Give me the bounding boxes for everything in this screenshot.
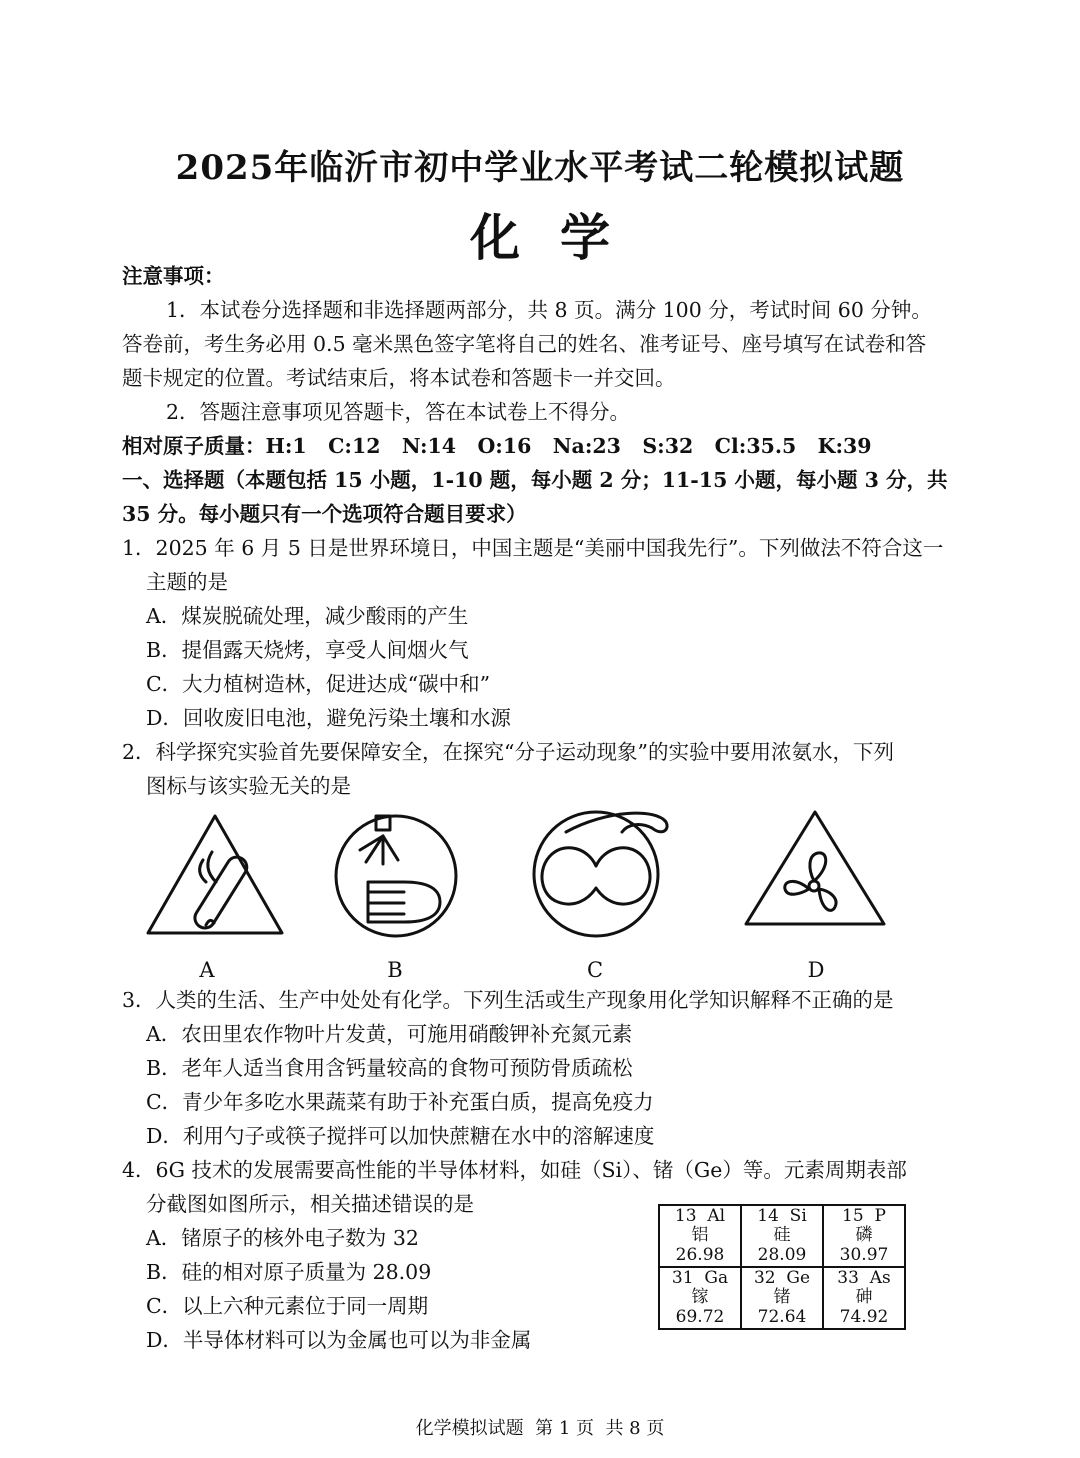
element-cell-as: 33 As 砷 74.92 [823,1267,905,1329]
element-cell-al: 13 Al 铝 26.98 [659,1205,741,1267]
periodic-table-excerpt [658,1204,906,1330]
page-footer: 化学模拟试题 第 1 页 共 8 页 [415,1418,665,1439]
figure-label-a: A [199,958,215,982]
element-cell-ge: 32 Ge 锗 72.64 [741,1267,823,1329]
icon-d-ventilation-icon [746,812,884,924]
section-1-heading-line-2: 35 分。每小题只有一个选项符合题目要求） [122,502,527,526]
q4-stem-line-2: 分截图如图所示，相关描述错误的是 [146,1192,474,1216]
exam-title: 2025年临沂市初中学业水平考试二轮模拟试题 [175,148,905,188]
q3-stem: 3．人类的生活、生产中处处有化学。下列生活或生产现象用化学知识解释不正确的是 [122,988,894,1012]
q1-option-b: B．提倡露天烧烤，享受人间烟火气 [146,638,469,662]
q2-stem-line-2: 图标与该实验无关的是 [146,774,351,798]
q4-option-b: B．硅的相对原子质量为 28.09 [146,1260,432,1284]
section-1-heading-line-1: 一、选择题（本题包括 15 小题，1-10 题，每小题 2 分；11-15 小题，每小题 3 分，共 [122,468,948,492]
atomic-mass-line: 相对原子质量：H:1 C:12 N:14 O:16 Na:23 S:32 Cl:35.5 K:39 [122,434,872,458]
element-cell-si: 14 Si 硅 28.09 [741,1205,823,1267]
q3-option-a: A．农田里农作物叶片发黄，可施用硝酸钾补充氮元素 [146,1022,633,1046]
q3-option-c: C．青少年多吃水果蔬菜有助于补充蛋白质，提高免疫力 [146,1090,654,1114]
q4-option-c: C．以上六种元素位于同一周期 [146,1294,429,1318]
q1-option-c: C．大力植树造林，促进达成“碳中和” [146,672,491,696]
q1-stem-line-2: 主题的是 [146,570,228,594]
periodic-table-row [659,1267,905,1329]
figure-label-d: D [807,958,825,982]
icon-c-goggles-icon [534,812,667,936]
q1-stem-line-1: 1．2025 年 6 月 5 日是世界环境日，中国主题是“美丽中国我先行”。下列做法不符合这一 [122,536,944,560]
notice-item-1-line-2: 答卷前，考生务必用 0.5 毫米黑色签字笔将自己的姓名、准考证号、座号填写在试卷和答 [122,332,927,356]
icon-b-hand-wash-icon [336,816,456,936]
notice-item-1-line-3: 题卡规定的位置。考试结束后，将本试卷和答题卡一并交回。 [122,366,676,390]
notice-heading: 注意事项： [122,264,225,288]
element-cell-p: 15 P 磷 30.97 [823,1205,905,1267]
q4-stem-line-1: 4．6G 技术的发展需要高性能的半导体材料，如硅（Si）、锗（Ge）等。元素周期表部 [122,1158,907,1182]
element-cell-ga: 31 Ga 镓 69.72 [659,1267,741,1329]
subject-title: 化学 [470,208,650,267]
q3-option-d: D．利用勺子或筷子搅拌可以加快蔗糖在水中的溶解速度 [146,1124,655,1148]
notice-item-1-line-1: 1．本试卷分选择题和非选择题两部分，共 8 页。满分 100 分，考试时间 60 分钟。 [166,298,932,322]
q4-option-a: A．锗原子的核外电子数为 32 [146,1226,419,1250]
icon-a-corrosive-icon [148,816,282,933]
q2-stem-line-1: 2．科学探究实验首先要保障安全，在探究“分子运动现象”的实验中要用浓氨水，下列 [122,740,895,764]
q4-option-d: D．半导体材料可以为金属也可以为非金属 [146,1328,532,1352]
periodic-table-row [659,1205,905,1267]
notice-item-2: 2．答题注意事项见答题卡，答在本试卷上不得分。 [166,400,631,424]
figure-label-b: B [387,958,403,982]
q3-option-b: B．老年人适当食用含钙量较高的食物可预防骨质疏松 [146,1056,633,1080]
figure-label-c: C [586,958,604,982]
q2-hazard-icons [0,800,1080,960]
q1-option-d: D．回收废旧电池，避免污染土壤和水源 [146,706,511,730]
q1-option-a: A．煤炭脱硫处理，减少酸雨的产生 [146,604,469,628]
